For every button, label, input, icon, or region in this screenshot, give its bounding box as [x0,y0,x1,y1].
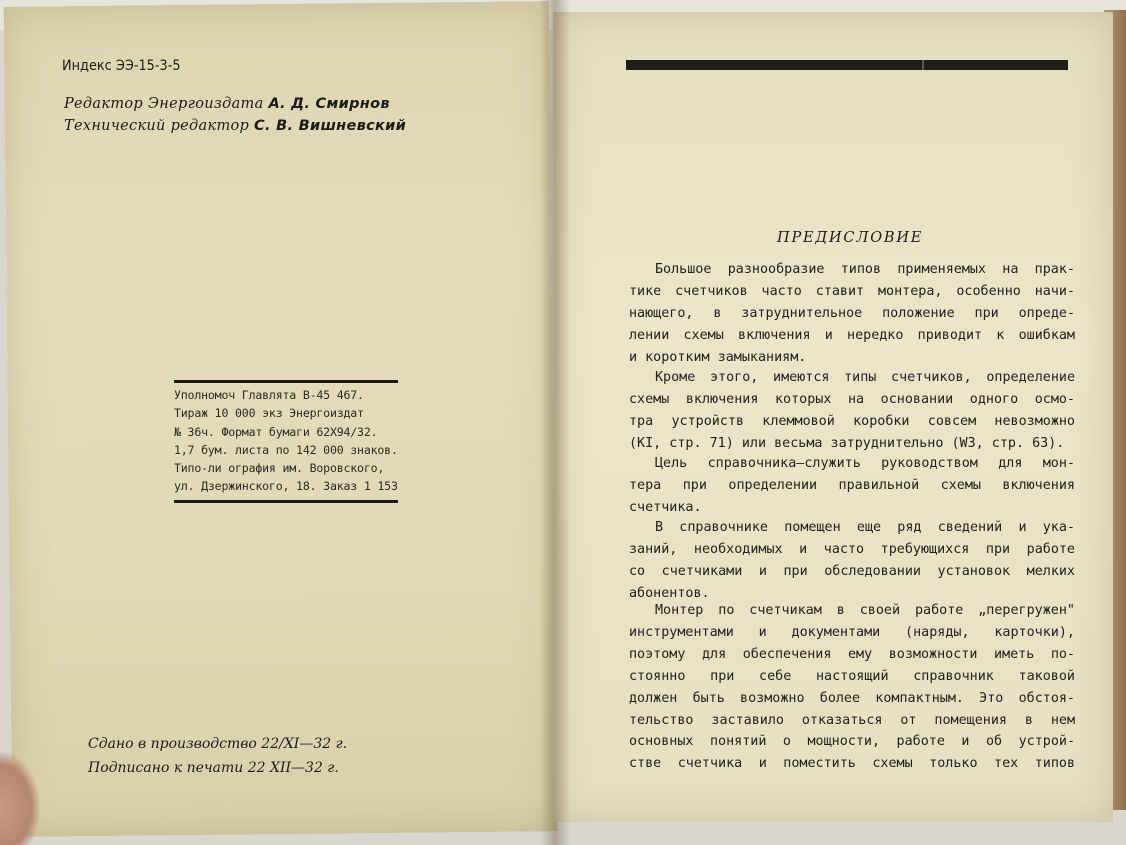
text-line: лении схемы включения и нередко приводит к ошибкам [629,327,1075,343]
submitted-date: Сдано в производство 22/XI—32 г. [88,736,348,752]
text-line: схемы включения которых на основании одного осмо- [629,391,1075,407]
signed-date: Подписано к печати 22 XII—32 г. [88,760,339,776]
text-line: Большое разнообразие типов применяемых на прак- [655,262,1075,277]
text-line: тра устройств клеммовой коробки совсем невозможно [629,413,1075,429]
imprint-line: 1,7 бум. листа по 142 000 знаков. [174,442,398,457]
editor-line [64,96,390,112]
text-line: В справочнике помещен еще ряд сведений и ука- [655,520,1075,535]
imprint-line: Тираж 10 000 экз Энергоиздат [174,406,364,421]
text-line: и коротким замыканиям. [629,349,807,365]
paragraph-3 [629,453,1075,519]
tech-editor-label: Технический редактор [64,118,250,134]
imprint-line: № 36ч. Формат бумаги 62X94/32. [174,424,378,439]
imprint-bottom-rule [174,500,398,503]
text-line: инструментами и документами (наряды, карточки), [629,624,1075,640]
text-line: (KI, стр. 71) или весьма затруднительно (W3, стр. 63). [629,435,1065,451]
text-line: заний, необходимых и часто требующихся при работе [629,541,1075,557]
text-line: стве счетчика и поместить схемы только тех типов [629,756,1075,772]
text-line: Монтер по счетчикам в своей работе „перегружен" [655,603,1075,618]
tech-editor-name: С. В. Вишневский [254,118,407,134]
editor-name: А. Д. Смирнов [268,96,390,112]
text-line: тера при определении правильной схемы включения [629,477,1075,493]
text-line: Цель справочника—служить руководством для мон- [655,456,1075,471]
text-line: абонентов. [629,585,710,601]
text-line: тельство заставило отказаться от помещения в нем [629,712,1075,728]
paragraph-5 [629,600,1075,775]
text-line: нающего, в затруднительное положение при опреде- [629,305,1075,321]
header-rule [626,60,1068,70]
text-line: счетчика. [629,499,702,515]
text-line: стоянно при себе настоящий справочник таковой [629,668,1075,684]
text-line: основных понятий о мощности, работе и об устрой- [629,734,1075,750]
page-title: ПРЕДИСЛОВИЕ [777,230,924,246]
index-code: Индекс ЭЭ-15-3-5 [62,58,181,74]
imprint-line: ул. Дзержинского, 18. Заказ 1 153 [174,479,398,494]
text-line: должен быть возможно более компактным. Это обстоя- [629,690,1075,706]
text-line: тике счетчиков часто ставит монтера, особенно начи- [629,283,1075,299]
paragraph-2 [629,367,1075,455]
imprint-line: Уполномоч Главлята В-45 467. [174,388,364,402]
editor-label: Редактор Энергоиздата [64,96,264,112]
text-line: поэтому для обеспечения ему возможности иметь по- [629,646,1075,662]
paragraph-1 [629,259,1075,369]
imprint-block [174,380,398,503]
text-line: со счетчиками и при обследовании установок мелких [629,563,1075,579]
imprint-line: Типо-ли ография им. Воровского, [174,461,385,476]
imprint-top-rule [174,380,398,383]
thumb [0,752,40,845]
text-line: Кроме этого, имеются типы счетчиков, определение [655,370,1075,385]
paragraph-4 [629,517,1075,605]
tech-editor-line [64,118,406,134]
